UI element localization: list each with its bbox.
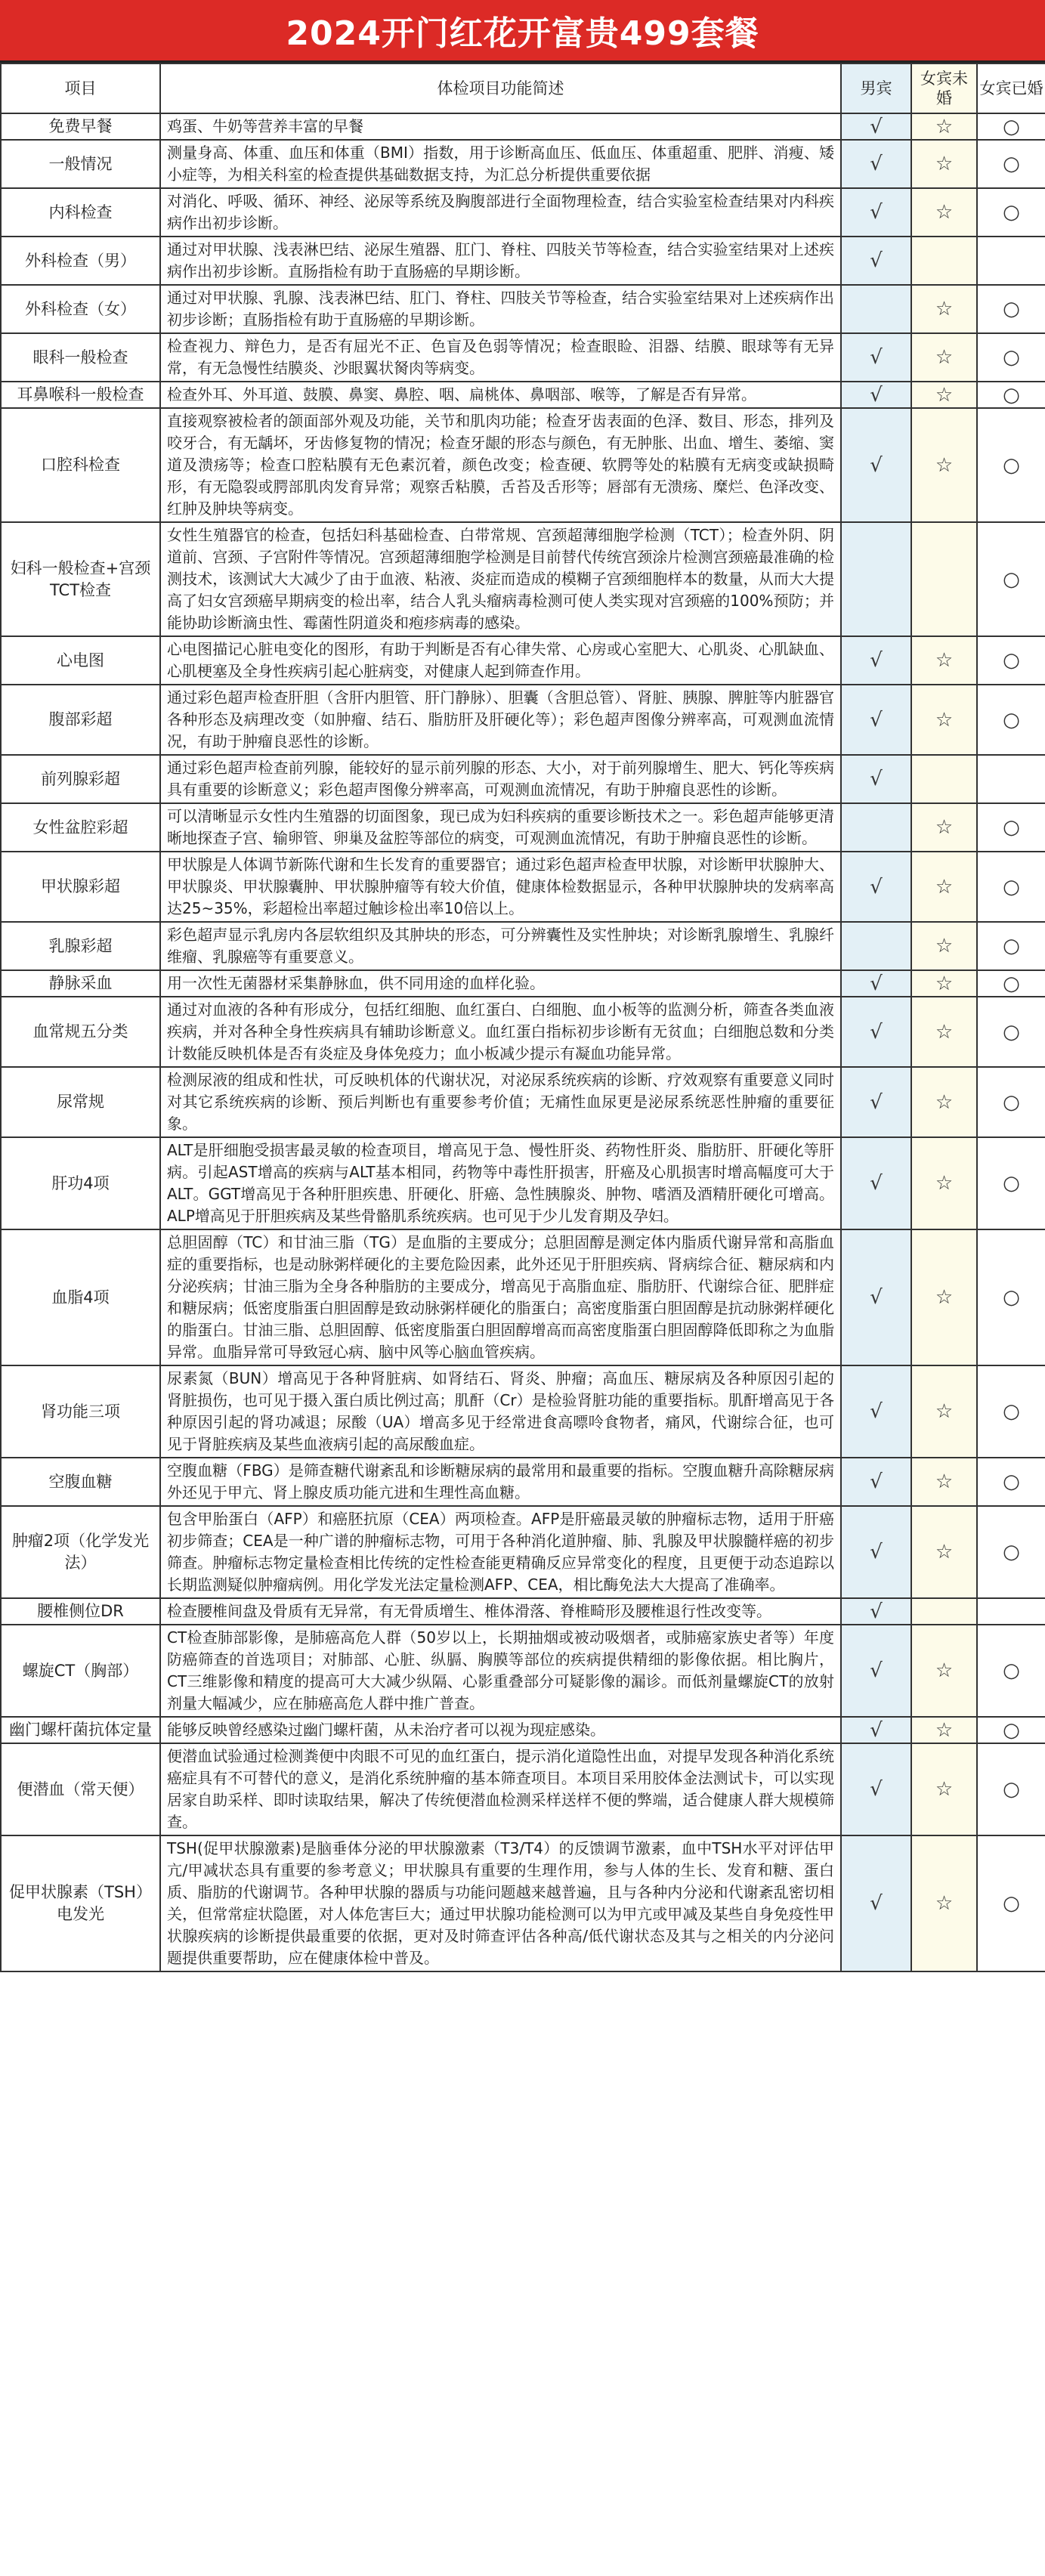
row-female-unmarried-mark: ☆ bbox=[911, 382, 977, 408]
row-female-unmarried-mark: ☆ bbox=[911, 803, 977, 852]
row-item-desc: 甲状腺是人体调节新陈代谢和生长发育的重要器官；通过彩色超声检查甲状腺，对诊断甲状腺肿大、甲状腺炎、甲状腺囊肿、甲状腺肿瘤等有较大价值，健康体检数据显示，各种甲状腺肿块的发病率高达25~35%，彩超检出率超过触诊检出率10倍以上。 bbox=[160, 852, 841, 922]
row-female-married-mark bbox=[977, 755, 1045, 803]
table-row bbox=[1, 522, 1045, 636]
row-male-mark: √ bbox=[841, 997, 911, 1067]
row-item-desc: 检查外耳、外耳道、鼓膜、鼻窦、鼻腔、咽、扁桃体、鼻咽部、喉等，了解是否有异常。 bbox=[160, 382, 841, 408]
row-female-married-mark: ○ bbox=[977, 188, 1045, 237]
row-female-married-mark: ○ bbox=[977, 803, 1045, 852]
row-item-desc: ALT是肝细胞受损害最灵敏的检查项目，增高见于急、慢性肝炎、药物性肝炎、脂肪肝、肝硬化等肝病。引起AST增高的疾病与ALT基本相同，药物等中毒性肝损害，肝癌及心肌损害时增高幅度可大于ALT。GGT增高见于各种肝胆疾患、肝硬化、肝癌、急性胰腺炎、肿物、嗜酒及酒精肝硬化可增高。ALP增高见于肝胆疾病及某些骨骼肌系统疾病。也可见于少儿发育期及孕妇。 bbox=[160, 1137, 841, 1229]
row-female-unmarried-mark: ☆ bbox=[911, 285, 977, 333]
row-female-married-mark: ○ bbox=[977, 1067, 1045, 1137]
row-female-married-mark: ○ bbox=[977, 333, 1045, 382]
row-male-mark bbox=[841, 922, 911, 970]
row-male-mark: √ bbox=[841, 1137, 911, 1229]
row-item-name: 眼科一般检查 bbox=[1, 333, 160, 382]
row-female-married-mark: ○ bbox=[977, 685, 1045, 755]
row-female-unmarried-mark: ☆ bbox=[911, 408, 977, 522]
row-item-desc: 彩色超声显示乳房内各层软组织及其肿块的形态，可分辨囊性及实性肿块；对诊断乳腺增生、乳腺纤维瘤、乳腺癌等有重要意义。 bbox=[160, 922, 841, 970]
row-female-married-mark: ○ bbox=[977, 852, 1045, 922]
row-female-married-mark: ○ bbox=[977, 1229, 1045, 1365]
row-male-mark: √ bbox=[841, 1743, 911, 1835]
row-item-desc: 检查腰椎间盘及骨质有无异常，有无骨质增生、椎体滑落、脊椎畸形及腰椎退行性改变等。 bbox=[160, 1598, 841, 1625]
table-row bbox=[1, 970, 1045, 997]
row-female-married-mark: ○ bbox=[977, 522, 1045, 636]
row-item-name: 静脉采血 bbox=[1, 970, 160, 997]
table-row bbox=[1, 1625, 1045, 1717]
row-item-desc: 鸡蛋、牛奶等营养丰富的早餐 bbox=[160, 113, 841, 140]
row-female-unmarried-mark: ☆ bbox=[911, 1717, 977, 1743]
row-item-desc: 女性生殖器官的检查，包括妇科基础检查、白带常规、宫颈超薄细胞学检测（TCT）；检查外阴、阴道前、宫颈、子宫附件等情况。宫颈超薄细胞学检测是目前替代传统宫颈涂片检测宫颈癌最准确的检测技术，该测试大大减少了由于血液、粘液、炎症而造成的模糊子宫颈细胞样本的数量，从而大大提高了妇女宫颈癌早期病变的检出率，结合人乳头瘤病毒检测可使人类实现对宫颈癌的100%预防；并能协助诊断滴虫性、霉菌性阴道炎和疱疹病毒的感染。 bbox=[160, 522, 841, 636]
table-row bbox=[1, 285, 1045, 333]
row-item-desc: 心电图描记心脏电变化的图形，有助于判断是否有心律失常、心房或心室肥大、心肌炎、心肌缺血、心肌梗塞及全身性疾病引起心脏病变，对健康人起到筛查作用。 bbox=[160, 636, 841, 685]
row-item-name: 尿常规 bbox=[1, 1067, 160, 1137]
table-row bbox=[1, 1229, 1045, 1365]
row-item-desc: 能够反映曾经感染过幽门螺杆菌，从未治疗者可以视为现症感染。 bbox=[160, 1717, 841, 1743]
table-row bbox=[1, 1506, 1045, 1598]
header-female-married: 女宾已婚 bbox=[977, 63, 1045, 113]
row-item-name: 免费早餐 bbox=[1, 113, 160, 140]
row-female-married-mark: ○ bbox=[977, 1137, 1045, 1229]
row-female-married-mark: ○ bbox=[977, 1717, 1045, 1743]
row-male-mark: √ bbox=[841, 188, 911, 237]
row-item-name: 外科检查（男） bbox=[1, 237, 160, 285]
row-male-mark bbox=[841, 803, 911, 852]
row-female-unmarried-mark: ☆ bbox=[911, 140, 977, 188]
table-row bbox=[1, 1598, 1045, 1625]
row-male-mark: √ bbox=[841, 1067, 911, 1137]
row-male-mark: √ bbox=[841, 408, 911, 522]
row-female-married-mark bbox=[977, 237, 1045, 285]
row-female-married-mark: ○ bbox=[977, 382, 1045, 408]
row-item-desc: 包含甲胎蛋白（AFP）和癌胚抗原（CEA）两项检查。AFP是肝癌最灵敏的肿瘤标志物，适用于肝癌初步筛查；CEA是一种广谱的肿瘤标志物，可用于各种消化道肿瘤、肺、乳腺及甲状腺髓样癌的初步筛查。肿瘤标志物定量检查相比传统的定性检查能更精确反应异常变化的程度，且更便于动态追踪以长期监测疑似肿瘤病例。用化学发光法定量检测AFP、CEA，相比酶免法大大提高了准确率。 bbox=[160, 1506, 841, 1598]
row-female-married-mark: ○ bbox=[977, 1506, 1045, 1598]
table-row bbox=[1, 333, 1045, 382]
table-row bbox=[1, 1835, 1045, 1971]
row-item-name: 肝功4项 bbox=[1, 1137, 160, 1229]
row-male-mark: √ bbox=[841, 113, 911, 140]
table-row bbox=[1, 1067, 1045, 1137]
row-female-unmarried-mark bbox=[911, 522, 977, 636]
row-item-name: 内科检查 bbox=[1, 188, 160, 237]
table-row bbox=[1, 997, 1045, 1067]
row-item-desc: 空腹血糖（FBG）是筛查糖代谢紊乱和诊断糖尿病的最常用和最重要的指标。空腹血糖升高除糖尿病外还见于甲亢、肾上腺皮质功能亢进和生理性高血糖。 bbox=[160, 1458, 841, 1506]
row-female-unmarried-mark: ☆ bbox=[911, 1137, 977, 1229]
row-item-name: 空腹血糖 bbox=[1, 1458, 160, 1506]
header-item: 项目 bbox=[1, 63, 160, 113]
table-row bbox=[1, 1717, 1045, 1743]
row-female-married-mark: ○ bbox=[977, 1365, 1045, 1458]
row-male-mark bbox=[841, 285, 911, 333]
row-male-mark: √ bbox=[841, 382, 911, 408]
page-title: 2024开门红花开富贵499套餐 bbox=[0, 0, 1045, 63]
row-female-unmarried-mark: ☆ bbox=[911, 1835, 977, 1971]
table-row bbox=[1, 803, 1045, 852]
row-female-unmarried-mark: ☆ bbox=[911, 685, 977, 755]
row-female-married-mark: ○ bbox=[977, 1458, 1045, 1506]
row-item-desc: 通过对血液的各种有形成分，包括红细胞、血红蛋白、白细胞、血小板等的监测分析，筛查各类血液疾病，并对各种全身性疾病具有辅助诊断意义。血红蛋白指标初步诊断有无贫血；白细胞总数和分类计数能反映机体是否有炎症及身体免疫力；血小板减少提示有凝血功能异常。 bbox=[160, 997, 841, 1067]
row-female-unmarried-mark: ☆ bbox=[911, 1229, 977, 1365]
row-item-desc: 测量身高、体重、血压和体重（BMI）指数，用于诊断高血压、低血压、体重超重、肥胖、消瘦、矮小症等，为相关科室的检查提供基础数据支持，为汇总分析提供重要依据 bbox=[160, 140, 841, 188]
row-female-married-mark: ○ bbox=[977, 140, 1045, 188]
table-row bbox=[1, 237, 1045, 285]
header-female-unmarried: 女宾未婚 bbox=[911, 63, 977, 113]
row-item-name: 便潜血（常天便） bbox=[1, 1743, 160, 1835]
row-male-mark: √ bbox=[841, 685, 911, 755]
row-item-desc: 检测尿液的组成和性状，可反映机体的代谢状况，对泌尿系统疾病的诊断、疗效观察有重要意义同时对其它系统疾病的诊断、预后判断也有重要参考价值；无痛性血尿更是泌尿系统恶性肿瘤的重要征象。 bbox=[160, 1067, 841, 1137]
row-female-unmarried-mark: ☆ bbox=[911, 922, 977, 970]
row-item-name: 妇科一般检查+宫颈TCT检查 bbox=[1, 522, 160, 636]
row-item-desc: 用一次性无菌器材采集静脉血，供不同用途的血样化验。 bbox=[160, 970, 841, 997]
row-female-married-mark: ○ bbox=[977, 636, 1045, 685]
row-item-name: 幽门螺杆菌抗体定量 bbox=[1, 1717, 160, 1743]
table-row bbox=[1, 1458, 1045, 1506]
row-item-name: 腰椎侧位DR bbox=[1, 1598, 160, 1625]
row-male-mark: √ bbox=[841, 852, 911, 922]
row-item-desc: 对消化、呼吸、循环、神经、泌尿等系统及胸腹部进行全面物理检查，结合实验室检查结果对内科疾病作出初步诊断。 bbox=[160, 188, 841, 237]
row-item-name: 血常规五分类 bbox=[1, 997, 160, 1067]
row-item-name: 乳腺彩超 bbox=[1, 922, 160, 970]
row-item-desc: 通过对甲状腺、浅表淋巴结、泌尿生殖器、肛门、脊柱、四肢关节等检查，结合实验室结果对上述疾病作出初步诊断。直肠指检有助于直肠癌的早期诊断。 bbox=[160, 237, 841, 285]
row-female-unmarried-mark: ☆ bbox=[911, 970, 977, 997]
row-item-desc: TSH(促甲状腺激素)是脑垂体分泌的甲状腺激素（T3/T4）的反馈调节激素，血中TSH水平对评估甲亢/甲减状态具有重要的参考意义；甲状腺具有重要的生理作用，参与人体的生长、发育和糖、蛋白质、脂肪的代谢调节。各种甲状腺的器质与功能问题越来越普遍，且与各种内分泌和代谢紊乱密切相关，但常常症状隐匿，对人体危害巨大；通过甲状腺功能检测可以为甲亢或甲减及某些自身免疫性甲状腺疾病的诊断提供最重要的依据，更对及时筛查评估各种高/低代谢状态及其与之相关的内分泌问题提供重要帮助，应在健康体检中普及。 bbox=[160, 1835, 841, 1971]
header-desc: 体检项目功能简述 bbox=[160, 63, 841, 113]
row-female-unmarried-mark: ☆ bbox=[911, 1067, 977, 1137]
row-male-mark: √ bbox=[841, 1229, 911, 1365]
row-item-name: 口腔科检查 bbox=[1, 408, 160, 522]
table-row bbox=[1, 755, 1045, 803]
row-female-married-mark bbox=[977, 1598, 1045, 1625]
row-female-unmarried-mark bbox=[911, 1598, 977, 1625]
row-female-unmarried-mark: ☆ bbox=[911, 636, 977, 685]
row-item-name: 耳鼻喉科一般检查 bbox=[1, 382, 160, 408]
row-female-unmarried-mark: ☆ bbox=[911, 1365, 977, 1458]
row-female-married-mark: ○ bbox=[977, 285, 1045, 333]
row-male-mark: √ bbox=[841, 1717, 911, 1743]
row-item-name: 肿瘤2项（化学发光法） bbox=[1, 1506, 160, 1598]
row-male-mark: √ bbox=[841, 1506, 911, 1598]
row-item-name: 外科检查（女） bbox=[1, 285, 160, 333]
row-item-desc: 通过对甲状腺、乳腺、浅表淋巴结、肛门、脊柱、四肢关节等检查，结合实验室结果对上述疾病作出初步诊断；直肠指检有助于直肠癌的早期诊断。 bbox=[160, 285, 841, 333]
row-item-name: 腹部彩超 bbox=[1, 685, 160, 755]
row-item-name: 血脂4项 bbox=[1, 1229, 160, 1365]
row-female-married-mark: ○ bbox=[977, 113, 1045, 140]
row-item-name: 心电图 bbox=[1, 636, 160, 685]
row-female-unmarried-mark: ☆ bbox=[911, 852, 977, 922]
row-female-married-mark: ○ bbox=[977, 970, 1045, 997]
row-female-married-mark: ○ bbox=[977, 408, 1045, 522]
row-item-desc: CT检查肺部影像，是肺癌高危人群（50岁以上，长期抽烟或被动吸烟者，或肺癌家族史者等）年度防癌筛查的首选项目；对肺部、心脏、纵膈、胸膜等部位的疾病提供精细的影像依据。相比胸片，CT三维影像和精度的提高可大大减少纵隔、心影重叠部分可疑影像的漏诊。而低剂量螺旋CT的放射剂量大幅减少，应在肺癌高危人群中推广普查。 bbox=[160, 1625, 841, 1717]
row-male-mark: √ bbox=[841, 140, 911, 188]
row-female-unmarried-mark: ☆ bbox=[911, 997, 977, 1067]
row-item-desc: 检查视力、辩色力，是否有屈光不正、色盲及色弱等情况；检查眼睑、泪器、结膜、眼球等有无异常，有无急慢性结膜炎、沙眼翼状胬肉等病变。 bbox=[160, 333, 841, 382]
row-female-married-mark: ○ bbox=[977, 1625, 1045, 1717]
row-item-desc: 可以清晰显示女性内生殖器的切面图象，现已成为妇科疾病的重要诊断技术之一。彩色超声能够更清晰地探查子宫、输卵管、卵巢及盆腔等部位的病变，可观测血流情况，有助于肿瘤良恶性的诊断。 bbox=[160, 803, 841, 852]
table-header-row bbox=[1, 63, 1045, 113]
row-male-mark: √ bbox=[841, 755, 911, 803]
checkup-table bbox=[0, 63, 1045, 1972]
row-female-unmarried-mark: ☆ bbox=[911, 1458, 977, 1506]
row-female-unmarried-mark: ☆ bbox=[911, 188, 977, 237]
row-female-unmarried-mark: ☆ bbox=[911, 333, 977, 382]
row-male-mark bbox=[841, 522, 911, 636]
table-row bbox=[1, 113, 1045, 140]
row-male-mark: √ bbox=[841, 237, 911, 285]
row-item-desc: 尿素氮（BUN）增高见于各种肾脏病、如肾结石、肾炎、肿瘤；高血压、糖尿病及各种原因引起的肾脏损伤，也可见于摄入蛋白质比例过高；肌酐（Cr）是检验肾脏功能的重要指标。肌酐增高见于各种原因引起的肾功减退；尿酸（UA）增高多见于经常进食高嘌呤食物者，痛风，代谢综合征，也可见于肾脏疾病及某些血液病引起的高尿酸血症。 bbox=[160, 1365, 841, 1458]
table-row bbox=[1, 140, 1045, 188]
row-item-name: 女性盆腔彩超 bbox=[1, 803, 160, 852]
row-male-mark: √ bbox=[841, 1598, 911, 1625]
row-female-married-mark: ○ bbox=[977, 997, 1045, 1067]
row-female-unmarried-mark: ☆ bbox=[911, 113, 977, 140]
row-item-desc: 通过彩色超声检查前列腺，能较好的显示前列腺的形态、大小，对于前列腺增生、肥大、钙化等疾病具有重要的诊断意义；彩色超声图像分辨率高，可观测血流情况，有助于肿瘤良恶性的诊断。 bbox=[160, 755, 841, 803]
row-female-unmarried-mark: ☆ bbox=[911, 1743, 977, 1835]
row-male-mark: √ bbox=[841, 333, 911, 382]
table-row bbox=[1, 922, 1045, 970]
row-male-mark: √ bbox=[841, 1835, 911, 1971]
row-item-name: 肾功能三项 bbox=[1, 1365, 160, 1458]
row-male-mark: √ bbox=[841, 970, 911, 997]
row-item-name: 前列腺彩超 bbox=[1, 755, 160, 803]
table-row bbox=[1, 636, 1045, 685]
table-row bbox=[1, 188, 1045, 237]
row-item-name: 甲状腺彩超 bbox=[1, 852, 160, 922]
row-female-unmarried-mark: ☆ bbox=[911, 1625, 977, 1717]
row-male-mark: √ bbox=[841, 1365, 911, 1458]
table-row bbox=[1, 1137, 1045, 1229]
row-female-unmarried-mark: ☆ bbox=[911, 1506, 977, 1598]
row-female-unmarried-mark bbox=[911, 237, 977, 285]
table-row bbox=[1, 1743, 1045, 1835]
row-female-married-mark: ○ bbox=[977, 922, 1045, 970]
table-row bbox=[1, 382, 1045, 408]
row-female-married-mark: ○ bbox=[977, 1835, 1045, 1971]
table-row bbox=[1, 1365, 1045, 1458]
row-item-name: 促甲状腺素（TSH）电发光 bbox=[1, 1835, 160, 1971]
header-male: 男宾 bbox=[841, 63, 911, 113]
row-item-desc: 直接观察被检者的颌面部外观及功能，关节和肌肉功能；检查牙齿表面的色泽、数目、形态，排列及咬牙合，有无龋坏，牙齿修复物的情况；检查牙龈的形态与颜色，有无肿胀、出血、增生、萎缩、窦道及溃疡等；检查口腔粘膜有无色素沉着，颜色改变；检查硬、软腭等处的粘膜有无病变或缺损畸形，有无隐裂或腭部肌肉发育异常；观察舌粘膜，舌苔及舌形等；唇部有无溃疡、糜烂、色泽改变、红肿及肿块等病变。 bbox=[160, 408, 841, 522]
row-male-mark: √ bbox=[841, 1625, 911, 1717]
row-female-unmarried-mark bbox=[911, 755, 977, 803]
table-row bbox=[1, 852, 1045, 922]
row-item-desc: 便潜血试验通过检测粪便中肉眼不可见的血红蛋白，提示消化道隐性出血，对提早发现各种消化系统癌症具有不可替代的意义，是消化系统肿瘤的基本筛查项目。本项目采用胶体金法测试卡，可以实现居家自助采样、即时读取结果，解决了传统便潜血检测采样送样不便的弊端，适合健康人群大规模筛查。 bbox=[160, 1743, 841, 1835]
row-item-name: 一般情况 bbox=[1, 140, 160, 188]
table-row bbox=[1, 408, 1045, 522]
row-female-married-mark: ○ bbox=[977, 1743, 1045, 1835]
row-item-desc: 通过彩色超声检查肝胆（含肝内胆管、肝门静脉）、胆囊（含胆总管）、肾脏、胰腺、脾脏等内脏器官各种形态及病理改变（如肿瘤、结石、脂肪肝及肝硬化等）；彩色超声图像分辨率高，可观测血流情况，有助于肿瘤良恶性的诊断。 bbox=[160, 685, 841, 755]
row-male-mark: √ bbox=[841, 636, 911, 685]
row-item-name: 螺旋CT（胸部） bbox=[1, 1625, 160, 1717]
page-footer bbox=[0, 1972, 1045, 2014]
row-item-desc: 总胆固醇（TC）和甘油三脂（TG）是血脂的主要成分；总胆固醇是测定体内脂质代谢异常和高脂血症的重要指标，也是动脉粥样硬化的主要危险因素，此外还见于肝胆疾病、肾病综合征、糖尿病和内分泌疾病；甘油三脂为全身各种脂肪的主要成分，增高见于高脂血症、脂肪肝、代谢综合征、肥胖症和糖尿病；低密度脂蛋白胆固醇是致动脉粥样硬化的脂蛋白；高密度脂蛋白胆固醇是抗动脉粥样硬化的脂蛋白。甘油三脂、总胆固醇、低密度脂蛋白胆固醇增高而高密度脂蛋白胆固醇降低即称之为血脂异常。血脂异常可导致冠心病、脑中风等心脑血管疾病。 bbox=[160, 1229, 841, 1365]
row-male-mark: √ bbox=[841, 1458, 911, 1506]
table-row bbox=[1, 685, 1045, 755]
